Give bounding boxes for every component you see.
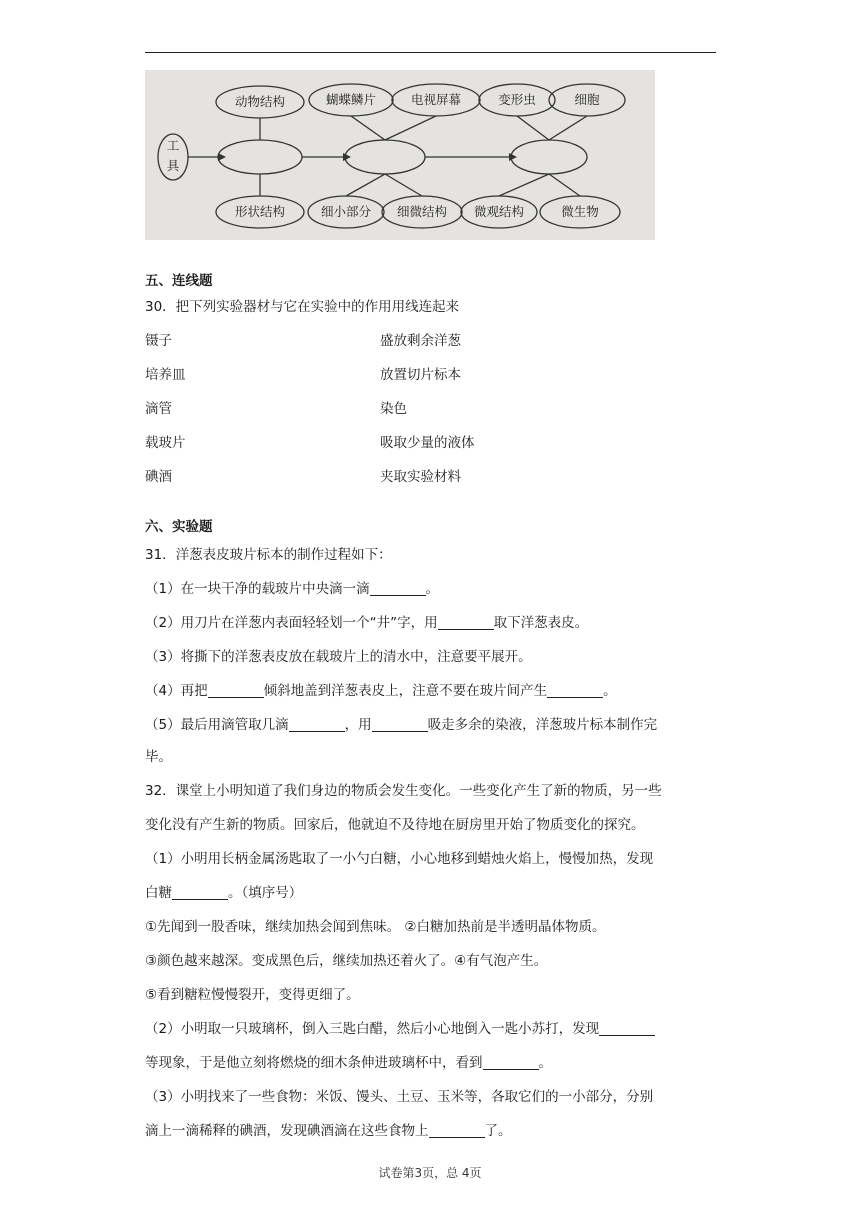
section-title: 六、实验题: [145, 519, 213, 535]
text: （2）小明取一只玻璃杯，倒入三匙白醋，然后小心地倒入一匙小苏打，发现: [145, 1021, 600, 1037]
match-right-item[interactable]: 盛放剩余洋葱: [380, 333, 461, 349]
q32-part-1-cont: [145, 884, 302, 902]
text: 取下洋葱表皮。: [493, 615, 589, 631]
diagram-tool-label-1: 工: [166, 138, 180, 153]
diagram-node: 细胞: [574, 92, 600, 107]
question-32-stem-2: 变化没有产生新的物质。回家后，他就迫不及待地在厨房里开始了物质变化的探究。: [145, 817, 645, 833]
diagram-node: 电视屏幕: [410, 92, 462, 107]
match-left-item[interactable]: 碘酒: [145, 469, 172, 485]
diagram-tool-label-2: 具: [166, 158, 180, 173]
answer-blank[interactable]: [172, 885, 228, 900]
diagram-node: 蝴蝶鳞片: [325, 92, 377, 107]
text: 。: [425, 581, 440, 597]
concept-diagram-photo: [145, 70, 655, 240]
question-31-stem: 31．洋葱表皮玻片标本的制作过程如下：: [145, 547, 392, 563]
q32-part-2-cont: [145, 1054, 552, 1072]
diagram-node: 动物结构: [234, 94, 286, 109]
text: （1）在一块干净的载玻片中央滴一滴: [145, 581, 370, 597]
diagram-node: 细微结构: [396, 204, 448, 219]
match-left-item[interactable]: 载玻片: [145, 435, 186, 451]
match-right-item[interactable]: 吸取少量的液体: [380, 435, 475, 451]
q32-options-3: ⑤看到糖粒慢慢裂开，变得更细了。: [145, 987, 360, 1003]
answer-blank[interactable]: [438, 615, 494, 630]
text: 了。: [484, 1123, 512, 1139]
concept-diagram: [145, 70, 655, 240]
diagram-node: 微观结构: [473, 204, 525, 219]
q31-step-1: [145, 580, 439, 598]
q32-part-1: （1）小明用长柄金属汤匙取了一小勺白糖，小心地移到蜡烛火焰上，慢慢加热，发现: [145, 851, 654, 867]
q31-step-2: [145, 614, 588, 632]
text: （4）再把: [145, 683, 208, 699]
text: 白糖: [145, 885, 172, 901]
match-right-item[interactable]: 夹取实验材料: [380, 469, 461, 485]
q31-step-3: （3）将撕下的洋葱表皮放在载玻片上的清水中，注意要平展开。: [145, 649, 532, 665]
q32-part-3-cont: [145, 1122, 512, 1140]
text: ，用: [344, 717, 372, 733]
text: 等现象，于是他立刻将燃烧的细木条伸进玻璃杯中，看到: [145, 1055, 483, 1071]
match-left-item[interactable]: 镊子: [145, 333, 172, 349]
match-right-item[interactable]: 放置切片标本: [380, 367, 461, 383]
q32-options-1: ①先闻到一股香味，继续加热会闻到焦味。 ②白糖加热前是半透明晶体物质。: [145, 919, 606, 935]
page-footer: 试卷第3页，总 4页: [378, 1166, 482, 1180]
answer-blank[interactable]: [547, 683, 603, 698]
diagram-node: 形状结构: [234, 204, 286, 219]
q32-options-2: ③颜色越来越深。变成黑色后，继续加热还着火了。④有气泡产生。: [145, 953, 548, 969]
diagram-node: 微生物: [561, 204, 599, 219]
text: （2）用刀片在洋葱内表面轻轻划一个“井”字，用: [145, 615, 438, 631]
q31-step-5: [145, 716, 657, 734]
diagram-node: 变形虫: [498, 92, 536, 107]
text: 。: [603, 683, 617, 699]
header-rule: [145, 52, 716, 53]
q32-part-3: （3）小明找来了一些食物：米饭、馒头、土豆、玉米等，各取它们的一小部分，分别: [145, 1089, 654, 1105]
text: 吸走多余的染液，洋葱玻片标本制作完: [427, 717, 658, 733]
answer-blank[interactable]: [208, 683, 264, 698]
answer-blank[interactable]: [289, 717, 345, 732]
diagram-node: 细小部分: [320, 204, 372, 219]
answer-blank[interactable]: [370, 581, 426, 596]
answer-blank[interactable]: [599, 1021, 655, 1036]
section-title: 五、连线题: [145, 273, 213, 289]
q31-step-4: [145, 682, 617, 700]
answer-blank[interactable]: [429, 1123, 485, 1138]
text: 滴上一滴稀释的碘酒，发现碘酒滴在这些食物上: [145, 1123, 429, 1139]
question-30: 30．把下列实验器材与它在实验中的作用用线连起来: [145, 299, 460, 315]
text: 。: [538, 1055, 552, 1071]
match-left-item[interactable]: 滴管: [145, 401, 172, 417]
text: 。（填序号）: [228, 885, 303, 901]
question-32-stem-1: 32．课堂上小明知道了我们身边的物质会发生变化。一些变化产生了新的物质，另一些: [145, 783, 662, 799]
answer-blank[interactable]: [483, 1055, 539, 1070]
match-left-item[interactable]: 培养皿: [145, 367, 186, 383]
match-right-item[interactable]: 染色: [380, 401, 407, 417]
text: （5）最后用滴管取几滴: [145, 717, 289, 733]
q32-part-2: [145, 1020, 655, 1038]
text: 倾斜地盖到洋葱表皮上，注意不要在玻片间产生: [263, 683, 548, 699]
q31-step-5-cont: 毕。: [145, 749, 172, 765]
answer-blank[interactable]: [372, 717, 428, 732]
